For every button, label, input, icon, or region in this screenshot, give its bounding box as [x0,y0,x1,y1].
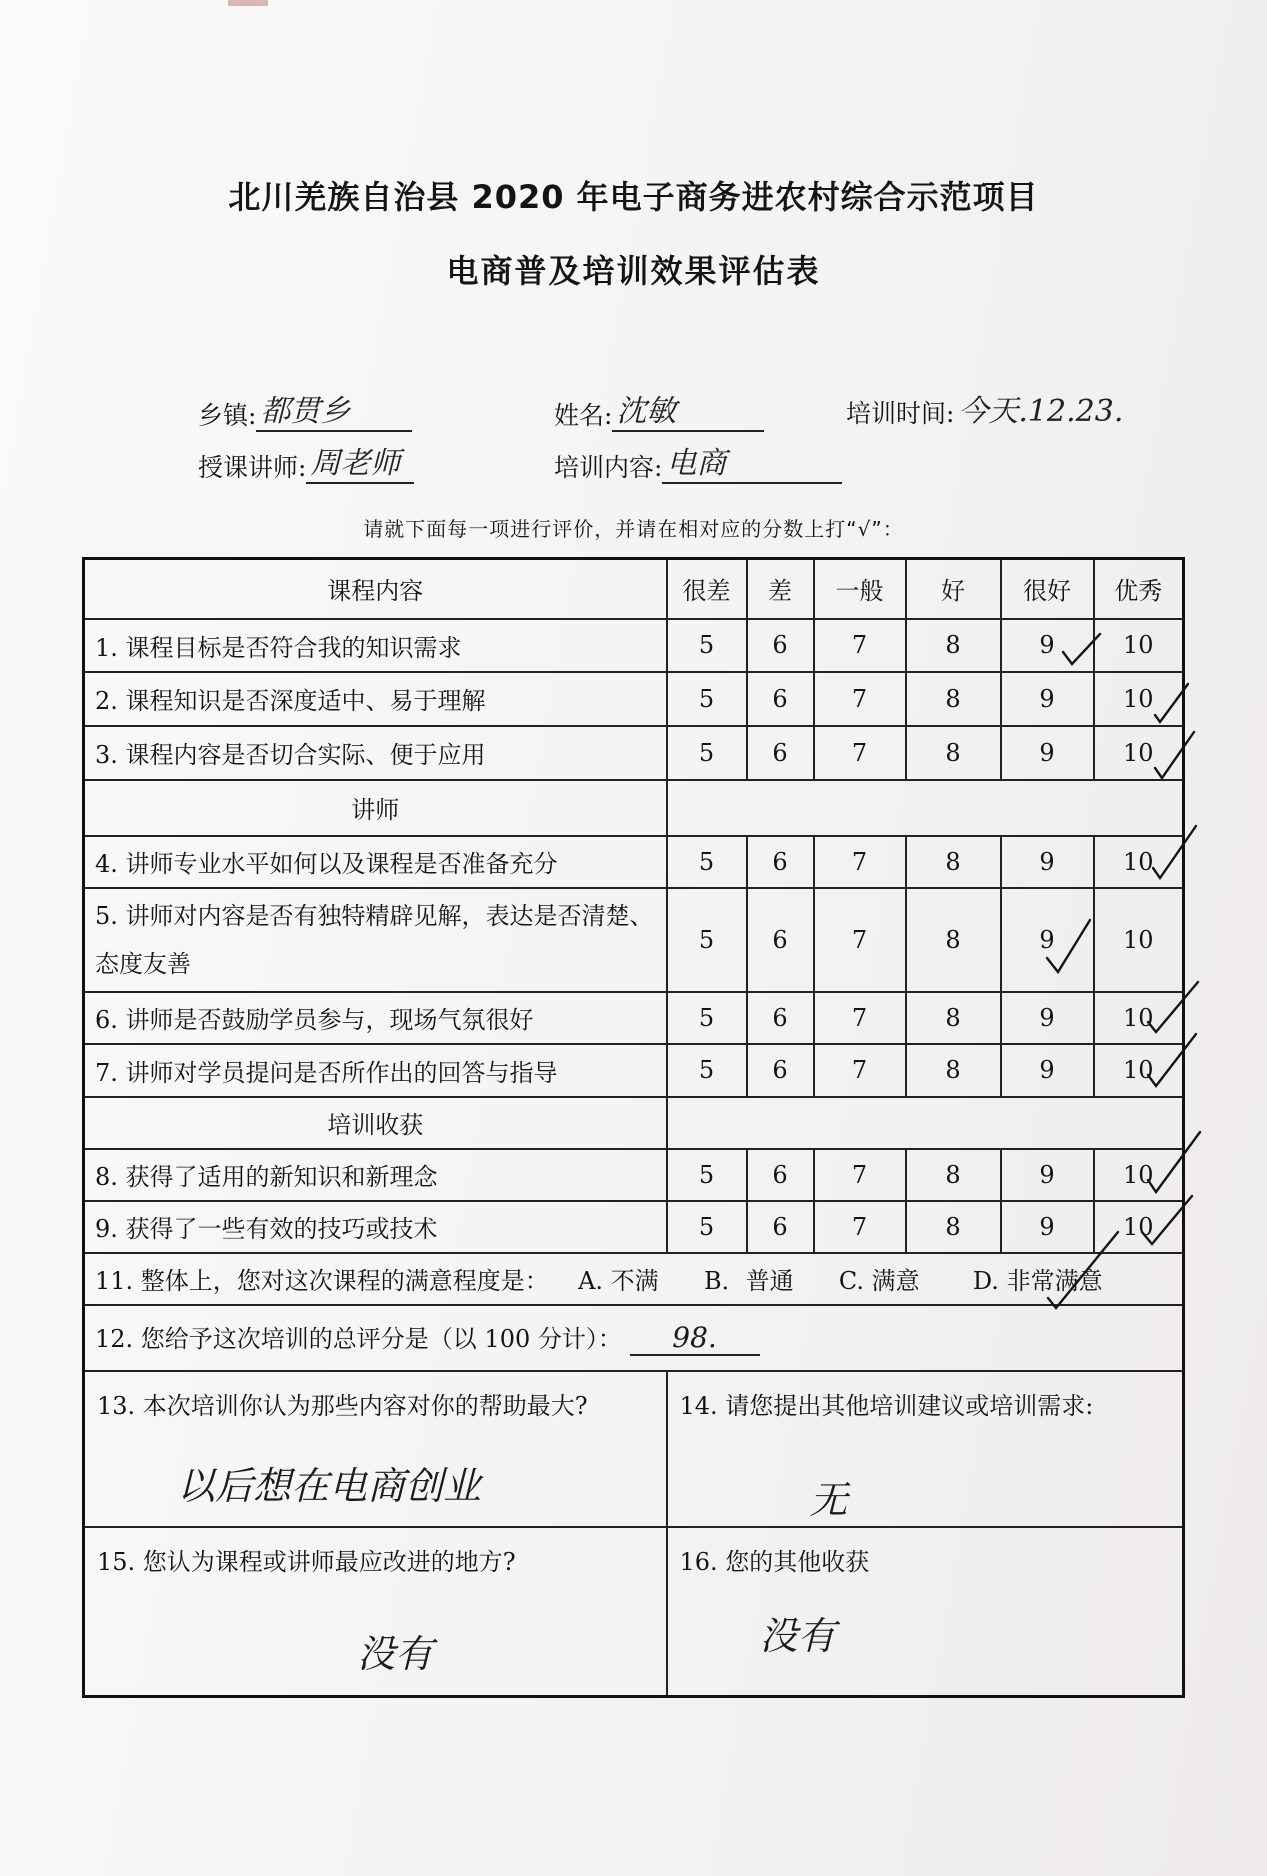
q12-row [84,1305,1184,1371]
table-row [84,672,1184,726]
section-row [84,780,1184,836]
score-cell[interactable]: 10 [1094,836,1184,888]
name-label: 姓名: [554,401,613,430]
score-cell[interactable]: 7 [814,1201,906,1253]
q15-q16-row [84,1527,1184,1697]
question-8: 8. 获得了适用的新知识和新理念 [84,1149,667,1201]
q15-label: 15. 您认为课程或讲师最应改进的地方? [97,1547,516,1576]
table-row [84,1149,1184,1201]
score-cell[interactable]: 9 [1001,836,1094,888]
q13-answer[interactable]: 以后想在电商创业 [177,1463,482,1508]
teacher-field [198,446,414,484]
table-row [84,1201,1184,1253]
header-poor: 差 [747,559,814,619]
form-title: 北川羌族自治县 2020 年电子商务进农村综合示范项目 [228,178,1039,216]
score-cell[interactable]: 8 [906,992,1001,1044]
q13-q14-row [84,1371,1184,1527]
section-teacher: 讲师 [84,780,667,836]
question-2: 2. 课程知识是否深度适中、易于理解 [84,672,667,726]
time-label: 培训时间: [846,399,955,428]
header-average: 一般 [814,559,906,619]
score-cell[interactable]: 8 [906,888,1001,992]
question-3: 3. 课程内容是否切合实际、便于应用 [84,726,667,780]
score-cell[interactable]: 5 [667,992,747,1044]
score-cell[interactable]: 6 [747,992,814,1044]
table-row [84,619,1184,672]
question-7: 7. 讲师对学员提问是否所作出的回答与指导 [84,1044,667,1097]
score-cell[interactable]: 8 [906,836,1001,888]
score-cell[interactable]: 5 [667,672,747,726]
score-cell[interactable]: 7 [814,619,906,672]
q15-answer[interactable]: 没有 [357,1631,434,1676]
score-cell[interactable]: 6 [747,726,814,780]
score-cell[interactable]: 5 [667,888,747,992]
section-blank [667,1097,1184,1149]
q16-answer[interactable]: 没有 [759,1613,836,1658]
name-value: 沈敏 [612,394,764,432]
score-cell[interactable]: 7 [814,888,906,992]
table-header-row [84,559,1184,619]
score-cell[interactable]: 10 [1094,1149,1184,1201]
score-cell[interactable]: 9 [1001,1201,1094,1253]
time-field [846,394,1124,430]
score-cell[interactable]: 10 [1094,619,1184,672]
score-cell[interactable]: 5 [667,1201,747,1253]
score-cell[interactable]: 8 [906,1044,1001,1097]
name-field [554,394,764,432]
q11-option-a[interactable]: A. 不满 [578,1267,659,1295]
q11-option-c[interactable]: C. 满意 [838,1267,920,1295]
score-cell[interactable]: 6 [747,1201,814,1253]
q11-option-d[interactable]: D. 非常满意 [972,1267,1103,1295]
q13 [84,1371,667,1527]
question-4: 4. 讲师专业水平如何以及课程是否准备充分 [84,836,667,888]
town-label: 乡镇: [198,401,257,430]
score-cell[interactable]: 7 [814,1044,906,1097]
score-cell[interactable]: 9 [1001,1149,1094,1201]
score-cell[interactable]: 9 [1001,672,1094,726]
town-value: 都贯乡 [256,394,412,432]
q12 [84,1305,1184,1371]
score-cell[interactable]: 8 [906,726,1001,780]
score-cell[interactable]: 9 [1001,992,1094,1044]
table-row [84,992,1184,1044]
paper-mark [228,0,268,6]
q14-label: 14. 请您提出其他培训建议或培训需求: [679,1391,1094,1420]
score-cell[interactable]: 6 [747,672,814,726]
score-cell[interactable]: 10 [1094,672,1184,726]
score-cell[interactable]: 8 [906,672,1001,726]
evaluation-table [82,557,1185,1698]
q12-total-score[interactable]: 98. [630,1321,760,1356]
time-value: 今天.12.23. [958,394,1124,429]
q12-label: 12. 您给予这次培训的总评分是（以 100 分计）： [95,1325,622,1353]
q16-label: 16. 您的其他收获 [679,1547,870,1576]
score-cell[interactable]: 6 [747,1149,814,1201]
score-cell[interactable]: 6 [747,836,814,888]
teacher-value: 周老师 [306,446,414,484]
q14-answer[interactable]: 无 [809,1477,848,1522]
score-cell[interactable]: 7 [814,992,906,1044]
score-cell[interactable]: 8 [906,1201,1001,1253]
score-cell[interactable]: 7 [814,672,906,726]
town-field [198,394,412,432]
score-cell[interactable]: 7 [814,1149,906,1201]
score-cell[interactable]: 10 [1094,1044,1184,1097]
score-cell[interactable]: 10 [1094,726,1184,780]
score-cell[interactable]: 5 [667,1044,747,1097]
score-cell[interactable]: 5 [667,1149,747,1201]
q11 [84,1253,1184,1305]
q16 [667,1527,1184,1697]
header-good: 好 [906,559,1001,619]
header-very-poor: 很差 [667,559,747,619]
score-cell[interactable]: 9 [1001,888,1094,992]
question-9: 9. 获得了一些有效的技巧或技术 [84,1201,667,1253]
score-cell[interactable]: 10 [1094,992,1184,1044]
form-subtitle: 电商普及培训效果评估表 [446,252,821,290]
q13-label: 13. 本次培训你认为那些内容对你的帮助最大? [97,1391,588,1420]
q11-option-b[interactable]: B．普通 [703,1267,794,1295]
q11-row [84,1253,1184,1305]
score-cell[interactable]: 6 [747,888,814,992]
q11-label: 11. 整体上，您对这次课程的满意程度是： [95,1267,549,1295]
table-row [84,1044,1184,1097]
content-field [554,446,842,484]
header-very-good: 很好 [1001,559,1094,619]
score-cell[interactable]: 5 [667,836,747,888]
content-value: 电商 [662,446,842,484]
question-5: 5. 讲师对内容是否有独特精辟见解，表达是否清楚、态度友善 [84,888,667,992]
score-cell[interactable]: 5 [667,726,747,780]
score-cell[interactable]: 10 [1094,1201,1184,1253]
q14 [667,1371,1184,1527]
table-row [84,836,1184,888]
score-cell[interactable]: 6 [747,619,814,672]
question-1: 1. 课程目标是否符合我的知识需求 [84,619,667,672]
score-cell[interactable]: 9 [1001,1044,1094,1097]
score-cell[interactable]: 5 [667,619,747,672]
header-course-content: 课程内容 [84,559,667,619]
score-cell[interactable]: 9 [1001,726,1094,780]
score-cell[interactable]: 8 [906,619,1001,672]
score-cell[interactable]: 8 [906,1149,1001,1201]
header-excellent: 优秀 [1094,559,1184,619]
section-blank [667,780,1184,836]
teacher-label: 授课讲师: [198,453,307,482]
section-row [84,1097,1184,1149]
score-cell[interactable]: 6 [747,1044,814,1097]
question-6: 6. 讲师是否鼓励学员参与，现场气氛很好 [84,992,667,1044]
score-cell[interactable]: 7 [814,836,906,888]
score-cell[interactable]: 9 [1001,619,1094,672]
table-row [84,888,1184,992]
content-label: 培训内容: [554,453,663,482]
table-row [84,726,1184,780]
section-gains: 培训收获 [84,1097,667,1149]
score-cell[interactable]: 7 [814,726,906,780]
score-cell[interactable]: 10 [1094,888,1184,992]
q15 [84,1527,667,1697]
instruction: 请就下面每一项进行评价，并请在相对应的分数上打“√”： [363,517,904,541]
